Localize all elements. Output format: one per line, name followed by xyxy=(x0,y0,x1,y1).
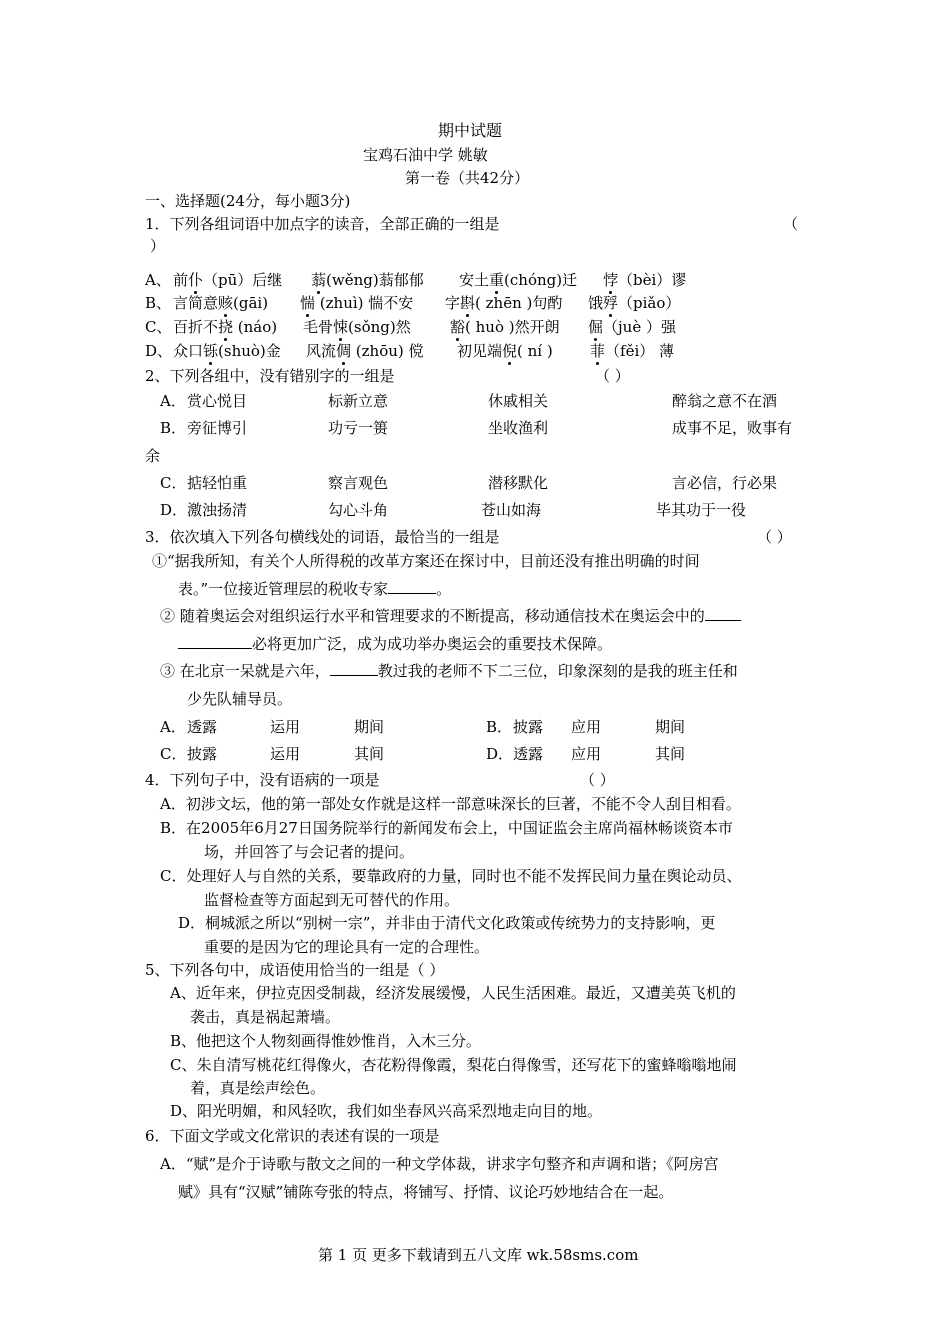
q3-paren: （ ） xyxy=(757,528,792,546)
q3-d-label: D． xyxy=(486,745,514,763)
q3-c-w2: 运用 xyxy=(270,745,301,763)
q4-option-c-line2: 监督检查等方面起到无可替代的作用。 xyxy=(204,891,460,909)
q2-a-w3: 休戚相关 xyxy=(488,392,549,410)
q1-b-item4: 饿殍（piǎo） xyxy=(588,294,681,312)
q2-c-w1: 掂轻怕重 xyxy=(187,474,248,492)
q4-option-a: A．初涉文坛，他的第一部处女作就是这样一部意味深长的巨著，不能不令人刮目相看。 xyxy=(160,795,741,813)
q2-b-w3: 坐收渔利 xyxy=(488,419,549,437)
q2-a-w2: 标新立意 xyxy=(328,392,389,410)
q3-a-w3: 期间 xyxy=(354,718,385,736)
volume-line: 第一卷（共42分） xyxy=(405,169,530,187)
q3-b-w1: 披露 xyxy=(513,718,544,736)
q5-option-c-line1: C、朱自清写桃花红得像火，杏花粉得像霞，梨花白得像雪，还写花下的蜜蜂嗡嗡地闹 xyxy=(170,1056,737,1074)
q3-blank3 xyxy=(330,661,378,676)
q3-b-w2: 应用 xyxy=(571,718,602,736)
q3-blank2b xyxy=(178,634,252,649)
q2-paren: （ ） xyxy=(595,367,630,385)
q3-b-label: B． xyxy=(486,718,513,736)
q2-b-w2: 功亏一篑 xyxy=(328,419,389,437)
q2-b-label: B． xyxy=(160,419,187,437)
q2-d-w2: 勾心斗角 xyxy=(328,501,389,519)
q5-option-b: B、他把这个人物刻画得惟妙惟肖，入木三分。 xyxy=(170,1032,482,1050)
q3-a-w2: 运用 xyxy=(270,718,301,736)
q1-c-item2: 毛骨悚(sǒng)然 xyxy=(303,318,411,336)
page-footer: 第 1 页 更多下载请到五八文库 wk.58sms.com xyxy=(318,1246,639,1264)
q3-a-label: A． xyxy=(160,718,186,736)
q1-d-item2: 风流倜 (zhōu) 傥 xyxy=(306,342,424,360)
q6-option-a-line2: 赋》具有“汉赋”铺陈夸张的特点，将铺写、抒情、议论巧妙地结合在一起。 xyxy=(178,1183,674,1201)
q1-d-label: D、 xyxy=(145,342,173,360)
q2-d-w3: 苍山如海 xyxy=(481,501,542,519)
q6-stem: 6．下面文学或文化常识的表述有误的一项是 xyxy=(145,1127,440,1145)
q3-c-w1: 披露 xyxy=(187,745,218,763)
q1-a-item1: 前仆（pū）后继 xyxy=(173,271,283,289)
q1-d-item4: 菲（fěi） 薄 xyxy=(590,342,675,360)
q4-option-b-line1: B．在2005年6月27日国务院举行的新闻发布会上，中国证监会主席尚福林畅谈资本市 xyxy=(160,819,733,837)
q2-c-w4: 言必信，行必果 xyxy=(672,474,778,492)
q3-sentence3-line1: ③ 在北京一呆就是六年， 教过我的老师不下二三位，印象深刻的是我的班主任和 xyxy=(160,662,738,680)
q3-sentence1-line2: 表。”一位接近管理层的税收专家 。 xyxy=(178,580,452,598)
q1-b-label: B、 xyxy=(145,294,172,312)
q3-blank1 xyxy=(388,579,436,594)
q5-stem: 5、下列各句中，成语使用恰当的一组是（ ） xyxy=(145,961,445,979)
q1-b-item2: 惴 (zhuì) 惴不安 xyxy=(300,294,414,312)
q3-d-w3: 其间 xyxy=(655,745,686,763)
q4-paren: （ ） xyxy=(580,771,615,789)
q2-stem: 2、下列各组中，没有错别字的一组是 xyxy=(145,367,395,385)
q1-c-item4: 倔（juè ）强 xyxy=(588,318,676,336)
q2-a-label: A． xyxy=(160,392,186,410)
q5-option-a-line2: 袭击，真是祸起萧墙。 xyxy=(190,1008,341,1026)
author-line: 宝鸡石油中学 姚敏 xyxy=(363,146,488,164)
q1-a-item3: 安土重(chóng)迁 xyxy=(459,271,578,289)
q1-a-item2: 蓊(wěng)蓊郁郁 xyxy=(311,271,424,289)
q1-c-label: C、 xyxy=(145,318,172,336)
q3-blank2a xyxy=(705,606,741,621)
q4-option-d-line2: 重要的是因为它的理论具有一定的合理性。 xyxy=(204,938,490,956)
page-title: 期中试题 xyxy=(438,121,503,140)
section-heading: 一、选择题(24分，每小题3分) xyxy=(145,192,351,210)
q2-d-label: D． xyxy=(160,501,188,519)
q2-c-w3: 潜移默化 xyxy=(488,474,549,492)
q3-c-label: C． xyxy=(160,745,187,763)
q2-c-w2: 察言观色 xyxy=(328,474,389,492)
q2-a-w4: 醉翁之意不在酒 xyxy=(672,392,778,410)
q2-b-w1: 旁征博引 xyxy=(187,419,248,437)
q2-c-label: C． xyxy=(160,474,187,492)
q4-stem: 4．下列句子中，没有语病的一项是 xyxy=(145,771,380,789)
q2-b-continued: 余 xyxy=(145,447,161,465)
q4-option-c-line1: C．处理好人与自然的关系，要靠政府的力量，同时也不能不发挥民间力量在舆论动员、 xyxy=(160,867,742,885)
q3-sentence2-line1: ② 随着奥运会对组织运行水平和管理要求的不断提高，移动通信技术在奥运会中的 xyxy=(160,606,741,626)
q3-a-w1: 透露 xyxy=(187,718,218,736)
q5-option-c-line2: 着，真是绘声绘色。 xyxy=(190,1079,326,1097)
q1-c-item3: 豁( huò )然开朗 xyxy=(450,318,560,336)
q4-option-d-line1: D．桐城派之所以“别树一宗”，并非由于清代文化政策或传统势力的支持影响，更 xyxy=(178,914,716,932)
q1-b-item3: 字斟( zhēn )句酌 xyxy=(445,294,563,312)
q1-d-item3: 初见端倪( ní ) xyxy=(457,342,553,360)
q5-option-d: D、阳光明媚，和风轻吹，我们如坐春风兴高采烈地走向目的地。 xyxy=(170,1102,603,1120)
q1-b-item1: 言简意赅(gāi) xyxy=(173,294,269,312)
q4-option-b-line2: 场，并回答了与会记者的提问。 xyxy=(204,843,415,861)
q3-d-w2: 应用 xyxy=(571,745,602,763)
q3-b-w3: 期间 xyxy=(655,718,686,736)
q2-a-w1: 赏心悦目 xyxy=(187,392,248,410)
q1-a-label: A、 xyxy=(145,271,171,289)
q1-c-item1: 百折不挠 (náo) xyxy=(173,318,278,336)
q2-d-w4: 毕其功于一役 xyxy=(656,501,747,519)
q3-c-w3: 其间 xyxy=(354,745,385,763)
q1-paren-close: ） xyxy=(150,237,166,255)
q3-sentence3-line2: 少先队辅导员。 xyxy=(187,690,293,708)
q2-d-w1: 激浊扬清 xyxy=(187,501,248,519)
q6-option-a-line1: A．“赋”是介于诗歌与散文之间的一种文学体裁，讲求字句整齐和声调和谐；《阿房宫 xyxy=(160,1155,719,1173)
q1-d-item1: 众口铄(shuò)金 xyxy=(173,342,281,360)
q3-stem: 3．依次填入下列各句横线处的词语，最恰当的一组是 xyxy=(145,528,500,546)
q3-sentence2-line2: 必将更加广泛，成为成功举办奥运会的重要技术保障。 xyxy=(178,634,612,654)
q5-option-a-line1: A、近年来，伊拉克因受制裁，经济发展缓慢，人民生活困难。最近，又遭美英飞机的 xyxy=(170,984,736,1002)
q3-sentence1-line1: ①“据我所知，有关个人所得税的改革方案还在探讨中，目前还没有推出明确的时间 xyxy=(152,552,700,570)
q3-d-w1: 透露 xyxy=(513,745,544,763)
q2-b-w4: 成事不足，败事有 xyxy=(672,419,793,437)
q1-a-item4: 悖（bèi）谬 xyxy=(603,271,687,289)
q1-paren-open: （ xyxy=(783,215,799,233)
q1-stem: 1．下列各组词语中加点字的读音，全部正确的一组是 xyxy=(145,215,500,233)
